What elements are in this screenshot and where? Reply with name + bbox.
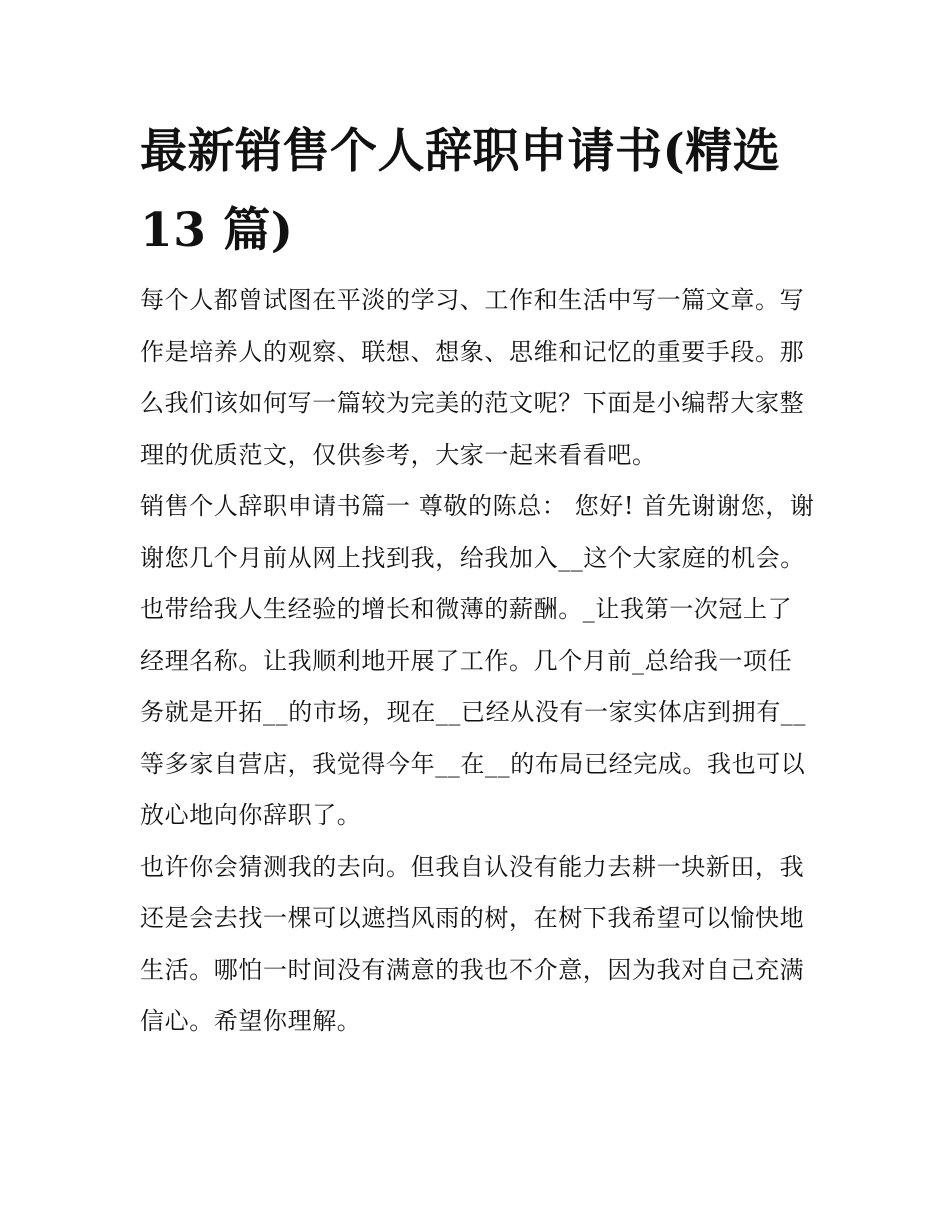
paragraph-future: 也许你会猜测我的去向。但我自认没有能力去耕一块新田，我还是会去找一棵可以遮挡风雨的树，在树下我希望可以愉快地生活。哪怕一时间没有满意的我也不介意，因为我对自己充满信心。希望你理解。 [140,852,805,1035]
document-title: 最新销售个人辞职申请书(精选 13 篇) [140,124,781,258]
paragraph-intro: 每个人都曾试图在平淡的学习、工作和生活中写一篇文章。写作是培养人的观察、联想、想象、思维和记忆的重要手段。那么我们该如何写一篇较为完美的范文呢？下面是小编帮大家整理的优质范文，仅供参考，大家一起来看看吧。 [140,286,805,469]
paragraph-greeting: 销售个人辞职申请书篇一 尊敬的陈总： 您好! 首先谢谢您，谢谢您几个月前从网上找到我，给我加入__这个大家庭的机会。 [140,492,815,572]
document-body [140,275,815,1048]
paragraph-experience: 也带给我人生经验的增长和微薄的薪酬。_让我第一次冠上了经理名称。让我顺利地开展了工作。几个月前_总给我一项任务就是开拓__的市场，现在__已经从没有一家实体店到拥有__等多家自营店，我觉得今年__在__的布局已经完成。我也可以放心地向你辞职了。 [140,595,806,829]
